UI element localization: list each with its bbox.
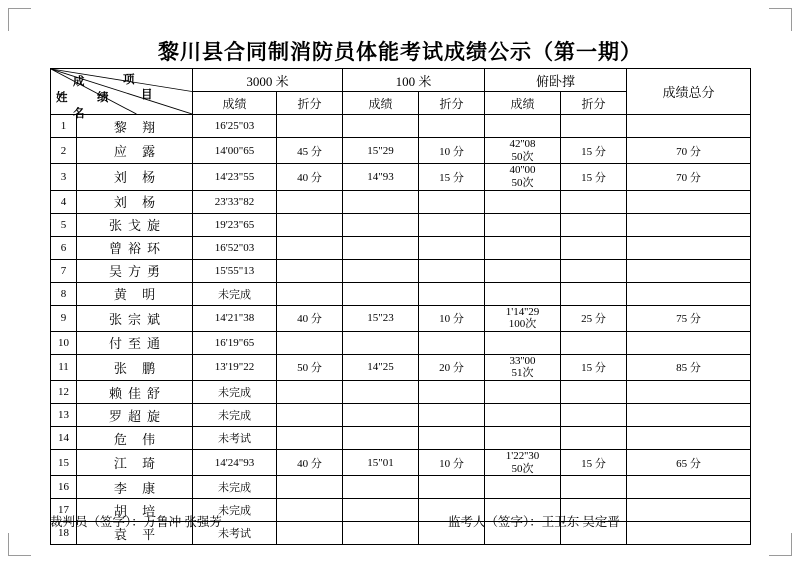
row-100m-points bbox=[419, 331, 485, 354]
row-pushup-points bbox=[561, 213, 627, 236]
row-100m-points: 10 分 bbox=[419, 138, 485, 164]
row-pushup-score: 1'14''29 100次 bbox=[485, 305, 561, 331]
row-100m-score bbox=[343, 236, 419, 259]
row-name: 危 伟 bbox=[77, 427, 193, 450]
grades-table bbox=[50, 68, 751, 545]
row-3000m-points bbox=[277, 427, 343, 450]
row-index: 8 bbox=[51, 282, 77, 305]
row-3000m-score: 14'23"55 bbox=[193, 164, 277, 190]
row-pushup-score bbox=[485, 404, 561, 427]
sub-header-100m-points: 折分 bbox=[419, 92, 485, 115]
row-index: 18 bbox=[51, 522, 77, 545]
table-row bbox=[51, 190, 751, 213]
row-pushup-score bbox=[485, 476, 561, 499]
row-pushup-points bbox=[561, 427, 627, 450]
row-pushup-points bbox=[561, 236, 627, 259]
row-3000m-points bbox=[277, 213, 343, 236]
row-100m-score bbox=[343, 331, 419, 354]
row-3000m-score: 未考试 bbox=[193, 522, 277, 545]
table-row bbox=[51, 236, 751, 259]
row-100m-score: 15"01 bbox=[343, 450, 419, 476]
row-pushup-score: 42''08 50次 bbox=[485, 138, 561, 164]
row-name: 付至通 bbox=[77, 331, 193, 354]
row-pushup-points bbox=[561, 115, 627, 138]
table-row bbox=[51, 381, 751, 404]
row-name: 刘 杨 bbox=[77, 164, 193, 190]
corner-label-xiang: 项 bbox=[123, 74, 135, 86]
sub-header-pushup-points: 折分 bbox=[561, 92, 627, 115]
row-index: 13 bbox=[51, 404, 77, 427]
row-3000m-points bbox=[277, 236, 343, 259]
row-index: 15 bbox=[51, 450, 77, 476]
row-pushup-score bbox=[485, 190, 561, 213]
group-header-3000m: 3000 米 bbox=[193, 69, 343, 92]
header-row-groups bbox=[51, 69, 751, 92]
row-pushup-score bbox=[485, 213, 561, 236]
row-3000m-score: 15'55"13 bbox=[193, 259, 277, 282]
row-3000m-score: 未完成 bbox=[193, 381, 277, 404]
row-100m-points: 10 分 bbox=[419, 450, 485, 476]
row-3000m-score: 14'00"65 bbox=[193, 138, 277, 164]
referee-signature-line: 裁判员（签字）：万鲁冲 张强芳 bbox=[50, 515, 222, 529]
row-3000m-score: 19'23"65 bbox=[193, 213, 277, 236]
table-body bbox=[51, 115, 751, 545]
row-index: 5 bbox=[51, 213, 77, 236]
table-row bbox=[51, 213, 751, 236]
row-pushup-score bbox=[485, 331, 561, 354]
row-total-score: 85 分 bbox=[627, 354, 751, 380]
sub-header-pushup-score: 成绩 bbox=[485, 92, 561, 115]
supervisor-signature-line: 监考人（签字）：王卫东 吴定晋 bbox=[448, 515, 620, 529]
row-100m-score: 15"29 bbox=[343, 138, 419, 164]
table-row bbox=[51, 427, 751, 450]
row-3000m-points: 40 分 bbox=[277, 450, 343, 476]
row-total-score bbox=[627, 381, 751, 404]
row-100m-score: 15"23 bbox=[343, 305, 419, 331]
sub-header-100m-score: 成绩 bbox=[343, 92, 419, 115]
table-row bbox=[51, 164, 751, 190]
row-name: 黄 明 bbox=[77, 282, 193, 305]
row-total-score bbox=[627, 476, 751, 499]
row-3000m-points bbox=[277, 259, 343, 282]
row-3000m-points bbox=[277, 522, 343, 545]
row-100m-score bbox=[343, 190, 419, 213]
row-index: 10 bbox=[51, 331, 77, 354]
table-row bbox=[51, 476, 751, 499]
crop-mark-top-right bbox=[769, 8, 792, 31]
row-total-score: 70 分 bbox=[627, 164, 751, 190]
row-name: 吴方勇 bbox=[77, 259, 193, 282]
row-100m-points bbox=[419, 282, 485, 305]
row-100m-points: 20 分 bbox=[419, 354, 485, 380]
row-3000m-score: 16'25"03 bbox=[193, 115, 277, 138]
row-name: 袁 平 bbox=[77, 522, 193, 545]
table-row bbox=[51, 331, 751, 354]
row-pushup-points bbox=[561, 404, 627, 427]
row-3000m-score: 16'19"65 bbox=[193, 331, 277, 354]
row-index: 14 bbox=[51, 427, 77, 450]
row-3000m-points: 40 分 bbox=[277, 305, 343, 331]
row-100m-points bbox=[419, 259, 485, 282]
row-index: 11 bbox=[51, 354, 77, 380]
row-3000m-score: 13'19"22 bbox=[193, 354, 277, 380]
row-pushup-points bbox=[561, 381, 627, 404]
table-row bbox=[51, 259, 751, 282]
row-100m-points: 10 分 bbox=[419, 305, 485, 331]
table-row bbox=[51, 138, 751, 164]
table-head bbox=[51, 69, 751, 120]
row-3000m-points bbox=[277, 499, 343, 522]
sub-header-3000m-score: 成绩 bbox=[193, 92, 277, 115]
row-100m-score bbox=[343, 427, 419, 450]
row-100m-score bbox=[343, 476, 419, 499]
row-3000m-score: 14'24"93 bbox=[193, 450, 277, 476]
row-name: 应 露 bbox=[77, 138, 193, 164]
row-total-score bbox=[627, 331, 751, 354]
row-3000m-score: 未完成 bbox=[193, 282, 277, 305]
row-100m-score bbox=[343, 282, 419, 305]
row-3000m-points: 45 分 bbox=[277, 138, 343, 164]
corner-label-ming: 名 bbox=[73, 108, 85, 120]
row-pushup-points: 25 分 bbox=[561, 305, 627, 331]
row-pushup-points bbox=[561, 259, 627, 282]
row-pushup-points: 15 分 bbox=[561, 138, 627, 164]
row-100m-points bbox=[419, 213, 485, 236]
row-index: 4 bbox=[51, 190, 77, 213]
row-100m-score: 14"25 bbox=[343, 354, 419, 380]
row-name: 张 鹏 bbox=[77, 354, 193, 380]
row-name: 罗超旋 bbox=[77, 404, 193, 427]
table-row bbox=[51, 282, 751, 305]
row-100m-points bbox=[419, 404, 485, 427]
row-name: 李 康 bbox=[77, 476, 193, 499]
row-100m-points: 15 分 bbox=[419, 164, 485, 190]
row-pushup-points bbox=[561, 190, 627, 213]
row-pushup-points bbox=[561, 331, 627, 354]
row-3000m-score: 23'33"82 bbox=[193, 190, 277, 213]
row-index: 12 bbox=[51, 381, 77, 404]
row-3000m-points bbox=[277, 115, 343, 138]
row-total-score bbox=[627, 282, 751, 305]
row-100m-points bbox=[419, 427, 485, 450]
row-100m-score bbox=[343, 499, 419, 522]
corner-label-cheng: 成 bbox=[73, 76, 85, 88]
row-total-score bbox=[627, 190, 751, 213]
row-total-score bbox=[627, 499, 751, 522]
row-name: 黎 翔 bbox=[77, 115, 193, 138]
row-3000m-points: 50 分 bbox=[277, 354, 343, 380]
row-3000m-score: 未完成 bbox=[193, 499, 277, 522]
row-index: 16 bbox=[51, 476, 77, 499]
row-100m-score: 14"93 bbox=[343, 164, 419, 190]
row-pushup-score bbox=[485, 236, 561, 259]
group-header-pushup: 俯卧撑 bbox=[485, 69, 627, 92]
table-row bbox=[51, 354, 751, 380]
table-row bbox=[51, 450, 751, 476]
row-pushup-points bbox=[561, 476, 627, 499]
row-100m-score bbox=[343, 381, 419, 404]
row-index: 3 bbox=[51, 164, 77, 190]
table-row bbox=[51, 404, 751, 427]
row-100m-points bbox=[419, 190, 485, 213]
group-header-100m: 100 米 bbox=[343, 69, 485, 92]
row-index: 1 bbox=[51, 115, 77, 138]
row-total-score: 75 分 bbox=[627, 305, 751, 331]
row-pushup-score bbox=[485, 427, 561, 450]
row-3000m-points bbox=[277, 331, 343, 354]
row-100m-score bbox=[343, 259, 419, 282]
row-3000m-points bbox=[277, 476, 343, 499]
row-pushup-score: 1'22''30 50次 bbox=[485, 450, 561, 476]
row-100m-points bbox=[419, 381, 485, 404]
sub-header-3000m-points: 折分 bbox=[277, 92, 343, 115]
corner-label-xing: 姓 bbox=[56, 92, 68, 104]
row-100m-score bbox=[343, 115, 419, 138]
row-total-score bbox=[627, 259, 751, 282]
row-total-score bbox=[627, 522, 751, 545]
group-header-total: 成绩总分 bbox=[627, 69, 751, 115]
row-total-score bbox=[627, 404, 751, 427]
row-total-score bbox=[627, 427, 751, 450]
row-100m-points bbox=[419, 476, 485, 499]
row-pushup-score bbox=[485, 115, 561, 138]
corner-label-ji: 绩 bbox=[97, 92, 109, 104]
row-100m-score bbox=[343, 522, 419, 545]
row-name: 曾裕环 bbox=[77, 236, 193, 259]
row-pushup-score bbox=[485, 282, 561, 305]
table-row bbox=[51, 115, 751, 138]
row-100m-score bbox=[343, 213, 419, 236]
row-3000m-score: 未考试 bbox=[193, 427, 277, 450]
row-total-score: 70 分 bbox=[627, 138, 751, 164]
row-3000m-points bbox=[277, 404, 343, 427]
table-row bbox=[51, 305, 751, 331]
row-index: 17 bbox=[51, 499, 77, 522]
row-pushup-points: 15 分 bbox=[561, 354, 627, 380]
row-pushup-points bbox=[561, 282, 627, 305]
row-total-score: 65 分 bbox=[627, 450, 751, 476]
row-3000m-points: 40 分 bbox=[277, 164, 343, 190]
row-total-score bbox=[627, 115, 751, 138]
page-title: 黎川县合同制消防员体能考试成绩公示（第一期） bbox=[158, 40, 642, 64]
row-3000m-score: 未完成 bbox=[193, 476, 277, 499]
row-pushup-points: 15 分 bbox=[561, 164, 627, 190]
row-3000m-score: 14'21"38 bbox=[193, 305, 277, 331]
row-3000m-score: 16'52"03 bbox=[193, 236, 277, 259]
crop-mark-top-left bbox=[8, 8, 31, 31]
row-total-score bbox=[627, 236, 751, 259]
row-name: 张戈旋 bbox=[77, 213, 193, 236]
row-index: 7 bbox=[51, 259, 77, 282]
row-name: 江 琦 bbox=[77, 450, 193, 476]
row-pushup-score: 33''00 51次 bbox=[485, 354, 561, 380]
row-index: 6 bbox=[51, 236, 77, 259]
row-3000m-points bbox=[277, 190, 343, 213]
row-pushup-score: 40''00 50次 bbox=[485, 164, 561, 190]
row-total-score bbox=[627, 213, 751, 236]
row-3000m-points bbox=[277, 282, 343, 305]
row-3000m-points bbox=[277, 381, 343, 404]
row-name: 张宗斌 bbox=[77, 305, 193, 331]
row-100m-points bbox=[419, 115, 485, 138]
row-pushup-score bbox=[485, 259, 561, 282]
crop-mark-bottom-left bbox=[8, 533, 31, 556]
corner-label-mu: 目 bbox=[141, 89, 153, 101]
crop-mark-bottom-right bbox=[769, 533, 792, 556]
row-index: 9 bbox=[51, 305, 77, 331]
row-3000m-score: 未完成 bbox=[193, 404, 277, 427]
corner-header-cell bbox=[51, 69, 193, 120]
row-100m-points bbox=[419, 236, 485, 259]
row-name: 赖佳舒 bbox=[77, 381, 193, 404]
row-index: 2 bbox=[51, 138, 77, 164]
row-pushup-points: 15 分 bbox=[561, 450, 627, 476]
row-pushup-score bbox=[485, 381, 561, 404]
row-100m-score bbox=[343, 404, 419, 427]
row-name: 胡 培 bbox=[77, 499, 193, 522]
row-name: 刘 杨 bbox=[77, 190, 193, 213]
